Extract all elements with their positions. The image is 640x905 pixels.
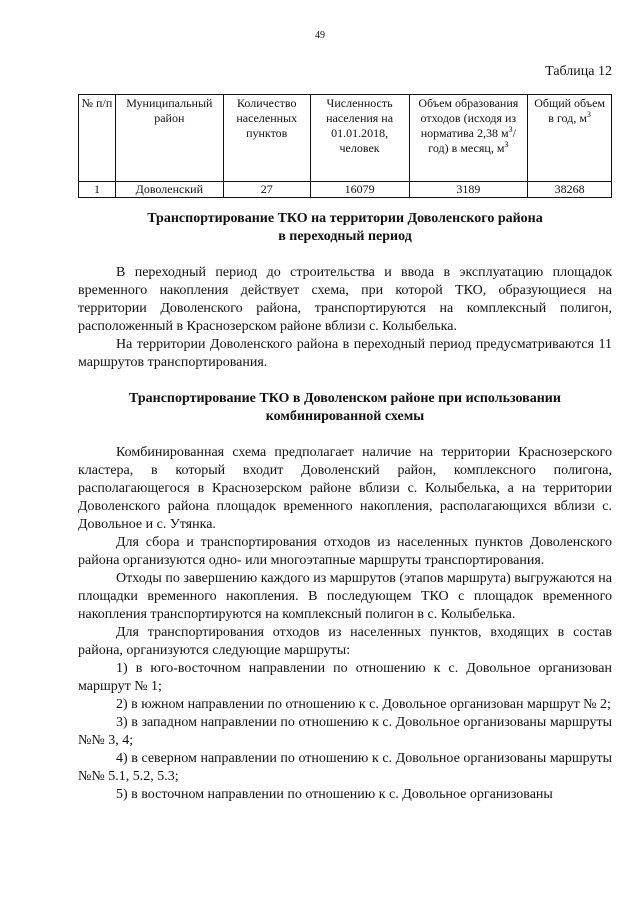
col-header-population: Численность населения на 01.01.2018, человек bbox=[310, 95, 409, 182]
paragraph: Отходы по завершению каждого из маршрутов (этапов маршрута) выгружаются на площадки временного накопления. В последующем ТКО с площадок временного накопления транспортируются на комплексный полигон в с. Колыбелька. bbox=[78, 571, 612, 622]
cell-population: 16079 bbox=[310, 182, 409, 198]
page-number: 49 bbox=[315, 30, 325, 41]
col-header-settlements: Количество населенных пунктов bbox=[223, 95, 310, 182]
paragraph: Для транспортирования отходов из населенных пунктов, входящих в состав района, организуются следующие маршруты: bbox=[78, 625, 612, 658]
cell-settlements: 27 bbox=[223, 182, 310, 198]
paragraph: В переходный период до строительства и ввода в эксплуатацию площадок временного накопления действует схема, при которой ТКО, образующиеся на территории Доволенского района, транспортируются на комплексный полигон, расположенный в Краснозерском районе вблизи с. Колыбелька. bbox=[78, 265, 612, 334]
paragraph: Для сбора и транспортирования отходов из населенных пунктов Доволенского района организуются одно- или многоэтапные маршруты транспортирования. bbox=[78, 535, 612, 568]
table-row bbox=[79, 182, 612, 198]
list-item: 5) в восточном направлении по отношению к с. Довольное организованы bbox=[116, 787, 553, 802]
table-header-row bbox=[79, 95, 612, 182]
list-item: 4) в северном направлении по отношению к с. Довольное организованы маршруты №№ 5.1, 5.2, 5.3; bbox=[78, 751, 612, 784]
cell-number: 1 bbox=[79, 182, 116, 198]
col-header-district: Муниципальный район bbox=[115, 95, 223, 182]
list-item: 2) в южном направлении по отношению к с. Довольное организован маршрут № 2; bbox=[116, 697, 611, 712]
document-body bbox=[78, 210, 612, 804]
table-caption: Таблица 12 bbox=[545, 64, 612, 79]
col-header-waste-yearly: Общий объем в год, $м^3$ bbox=[528, 95, 612, 182]
list-item: 1) в юго-восточном направлении по отношению к с. Довольное организован маршрут № 1; bbox=[78, 661, 612, 694]
list-item: 3) в западном направлении по отношению к с. Довольное организованы маршруты №№ 3, 4; bbox=[78, 715, 612, 748]
cell-waste-yearly: 38268 bbox=[528, 182, 612, 198]
data-table bbox=[78, 94, 612, 198]
cell-district: Доволенский bbox=[115, 182, 223, 198]
section-heading-combined: Транспортирование ТКО в Доволенском районе при использовании комбинированной схемы bbox=[129, 391, 561, 424]
cell-waste-monthly: 3189 bbox=[409, 182, 528, 198]
paragraph: На территории Доволенского района в переходный период предусматриваются 11 маршрутов транспортирования. bbox=[78, 337, 612, 370]
col-header-number: № п/п bbox=[79, 95, 116, 182]
col-header-waste-monthly: Объем образования отходов (исходя из норматива 2,38 $м^3/год$) в месяц, $м^3$ bbox=[409, 95, 528, 182]
paragraph: Комбинированная схема предполагает наличие на территории Краснозерского кластера, в который входит Доволенский район, комплексного полигона, располагающегося в Краснозерском районе вблизи с. Колыбелька, а на территории Доволенского района площадок временного накопления, располагающихся вблизи с. Довольное и с. Утянка. bbox=[78, 445, 612, 532]
section-heading-transitional: Транспортирование ТКО на территории Доволенского района в переходный период bbox=[147, 211, 543, 244]
